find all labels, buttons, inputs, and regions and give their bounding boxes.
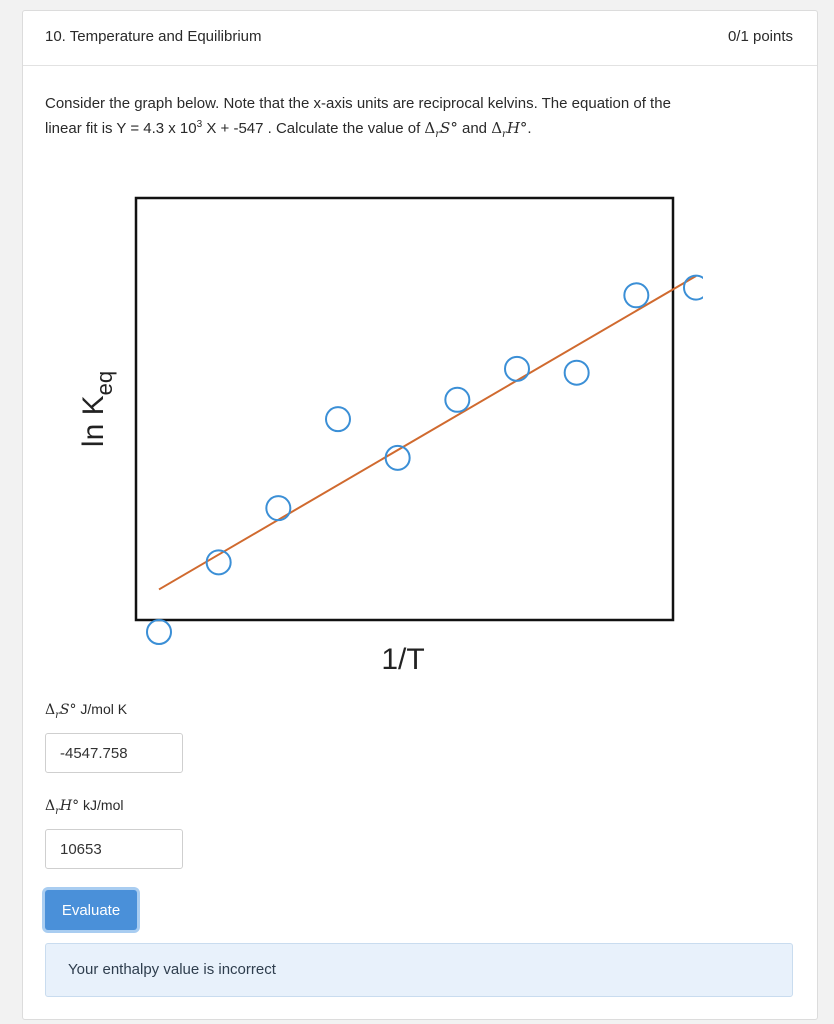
delta-s-symbol: $\Delta_rS^\circ$ (424, 119, 458, 140)
data-points (147, 276, 703, 644)
entropy-label (45, 701, 127, 721)
enthalpy-unit: kJ/mol (79, 797, 124, 813)
enthalpy-symbol: $\Delta_rH^\circ$ (45, 798, 80, 817)
lnk-vs-inverse-t-chart (63, 187, 703, 697)
data-point-3 (266, 496, 290, 520)
data-point-9 (624, 283, 648, 307)
y-axis-label (77, 371, 117, 447)
data-point-7 (505, 357, 529, 381)
enthalpy-input[interactable] (45, 829, 183, 869)
evaluate-button[interactable]: Evaluate (45, 890, 137, 930)
entropy-input[interactable] (45, 733, 183, 773)
feedback-text: Your enthalpy value is incorrect (68, 961, 276, 978)
question-prompt (45, 91, 785, 147)
points-indicator: 0/1 points (727, 28, 793, 45)
question-title: 10. Temperature and Equilibrium (45, 28, 262, 45)
fit-exponent: 3 (196, 119, 203, 130)
entropy-symbol: $\Delta_rS^\circ$ (45, 702, 77, 721)
delta-h-symbol: $\Delta_rH^\circ$ (491, 119, 528, 140)
fit-equation-end: X + -547 . Calculate the value of (202, 120, 425, 137)
data-point-8 (565, 361, 589, 385)
prompt-line-1: Consider the graph below. Note that the x-axis units are reciprocal kelvins. The equation of the (45, 95, 671, 112)
prompt-line-2 (45, 116, 785, 147)
feedback-message (45, 943, 793, 997)
linear-fit-line (159, 276, 696, 589)
data-point-4 (326, 407, 350, 431)
question-header (23, 11, 817, 66)
question-card (22, 10, 818, 1020)
y-axis-label-sub: eq (92, 370, 117, 396)
fit-equation-start: linear fit is Y = 4.3 x 10 (45, 120, 197, 137)
enthalpy-label (45, 797, 123, 817)
x-axis-label: 1/T (381, 643, 425, 676)
y-axis-label-main: ln K (77, 395, 110, 448)
data-point-1 (147, 620, 171, 644)
data-point-6 (445, 388, 469, 412)
svg-text:ln Keq (77, 371, 117, 447)
data-point-10 (684, 276, 703, 300)
prompt-and: and (457, 120, 492, 137)
prompt-period: . (527, 120, 532, 137)
entropy-unit: J/mol K (76, 701, 128, 717)
